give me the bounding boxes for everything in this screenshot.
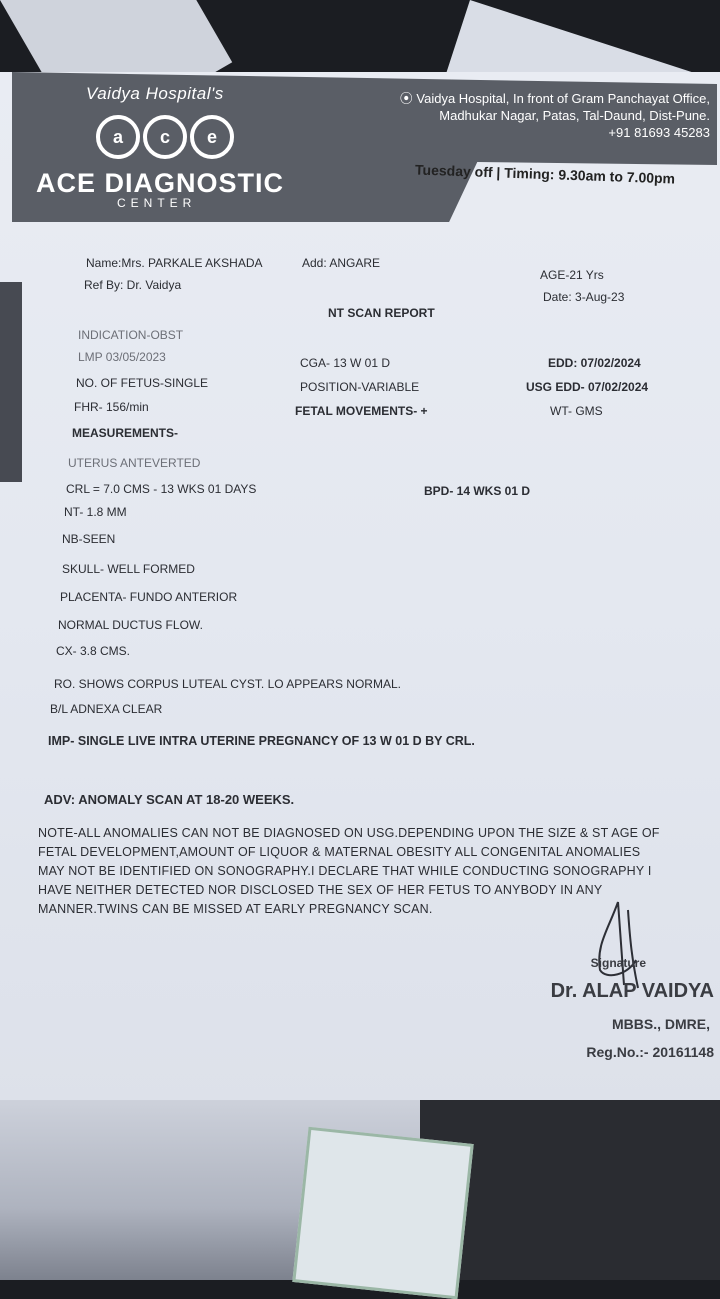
uterus: UTERUS ANTEVERTED (68, 456, 201, 470)
note-line: MANNER.TWINS CAN BE MISSED AT EARLY PREGNANCY SCAN. (38, 902, 433, 916)
bpd: BPD- 14 WKS 01 D (424, 484, 531, 498)
report-sheet (0, 72, 720, 1110)
timing-info: Tuesday off | Timing: 9.30am to 7.00pm (414, 161, 676, 187)
fetal-weight: WT- GMS (550, 404, 603, 418)
referred-by: Ref By: Dr. Vaidya (84, 278, 182, 292)
brand-subtitle: CENTER (117, 196, 197, 210)
fhr: FHR- 156/min (74, 400, 149, 414)
indication: INDICATION-OBST (78, 328, 184, 342)
nasal-bone: NB-SEEN (62, 532, 116, 546)
note-line: FETAL DEVELOPMENT,AMOUNT OF LIQUOR & MATERNAL OBESITY ALL CONGENITAL ANOMALIES (38, 845, 641, 859)
doctor-name: Dr. ALAP VAIDYA (550, 980, 714, 1002)
logo-letter-c: c (143, 115, 187, 159)
usg-edd: USG EDD- 07/02/2024 (526, 380, 649, 394)
fold-shadow (0, 282, 22, 482)
signature-label: Signature (590, 956, 646, 970)
fetal-position: POSITION-VARIABLE (300, 380, 420, 394)
report-date: Date: 3-Aug-23 (543, 290, 625, 304)
patient-address: Add: ANGARE (302, 256, 381, 270)
logo-letter-a: a (96, 115, 140, 159)
patient-name: Name:Mrs. PARKALE AKSHADA (86, 256, 263, 270)
ductus-flow: NORMAL DUCTUS FLOW. (58, 618, 203, 632)
cervix: CX- 3.8 CMS. (56, 644, 131, 658)
hospital-name: Vaidya Hospital's (86, 84, 224, 103)
phone-number: +91 81693 45283 (608, 125, 710, 140)
report-title: NT SCAN REPORT (328, 306, 435, 320)
note-line: HAVE NEITHER DETECTED NOR DISCLOSED THE SEX OF HER FETUS TO ANYBODY IN ANY (38, 883, 603, 897)
fetus-count: NO. OF FETUS-SINGLE (76, 376, 209, 390)
edd: EDD: 07/02/2024 (548, 356, 641, 370)
advice: ADV: ANOMALY SCAN AT 18-20 WEEKS. (44, 792, 295, 807)
address-block (300, 90, 710, 170)
crl: CRL = 7.0 CMS - 13 WKS 01 DAYS (66, 482, 257, 496)
registration-number: Reg.No.:- 20161148 (586, 1044, 714, 1060)
patient-age: AGE-21 Yrs (540, 268, 604, 282)
ovary-finding: RO. SHOWS CORPUS LUTEAL CYST. LO APPEARS NORMAL. (54, 677, 401, 691)
location-pin-icon: ⦿ (399, 91, 417, 106)
ace-logo (96, 110, 240, 164)
logo-letter-e: e (190, 115, 234, 159)
id-card-holder (292, 1127, 473, 1299)
handwritten-signature-mark (588, 900, 648, 990)
nt: NT- 1.8 MM (64, 505, 127, 519)
skull: SKULL- WELL FORMED (62, 562, 195, 576)
fetal-movements: FETAL MOVEMENTS- + (295, 404, 428, 418)
address-line-1: ⦿ Vaidya Hospital, In front of Gram Panchayat Office, (399, 91, 710, 106)
brand-name: ACE DIAGNOSTIC (36, 168, 285, 198)
measurements-heading: MEASUREMENTS- (72, 426, 179, 440)
impression: IMP- SINGLE LIVE INTRA UTERINE PREGNANCY OF 13 W 01 D BY CRL. (48, 734, 475, 748)
cga: CGA- 13 W 01 D (300, 356, 391, 370)
placenta: PLACENTA- FUNDO ANTERIOR (60, 590, 238, 604)
adnexa: B/L ADNEXA CLEAR (50, 702, 163, 716)
lmp-date: LMP 03/05/2023 (78, 350, 166, 364)
note-line: MAY NOT BE IDENTIFIED ON SONOGRAPHY.I DECLARE THAT WHILE CONDUCTING SONOGRAPHY I (38, 864, 652, 878)
note-line: NOTE-ALL ANOMALIES CAN NOT BE DIAGNOSED ON USG.DEPENDING UPON THE SIZE & ST AGE OF (38, 826, 660, 840)
doctor-degree: MBBS., DMRE, (612, 1016, 710, 1032)
address-line-2: Madhukar Nagar, Patas, Tal-Daund, Dist-Pune. (439, 108, 710, 123)
